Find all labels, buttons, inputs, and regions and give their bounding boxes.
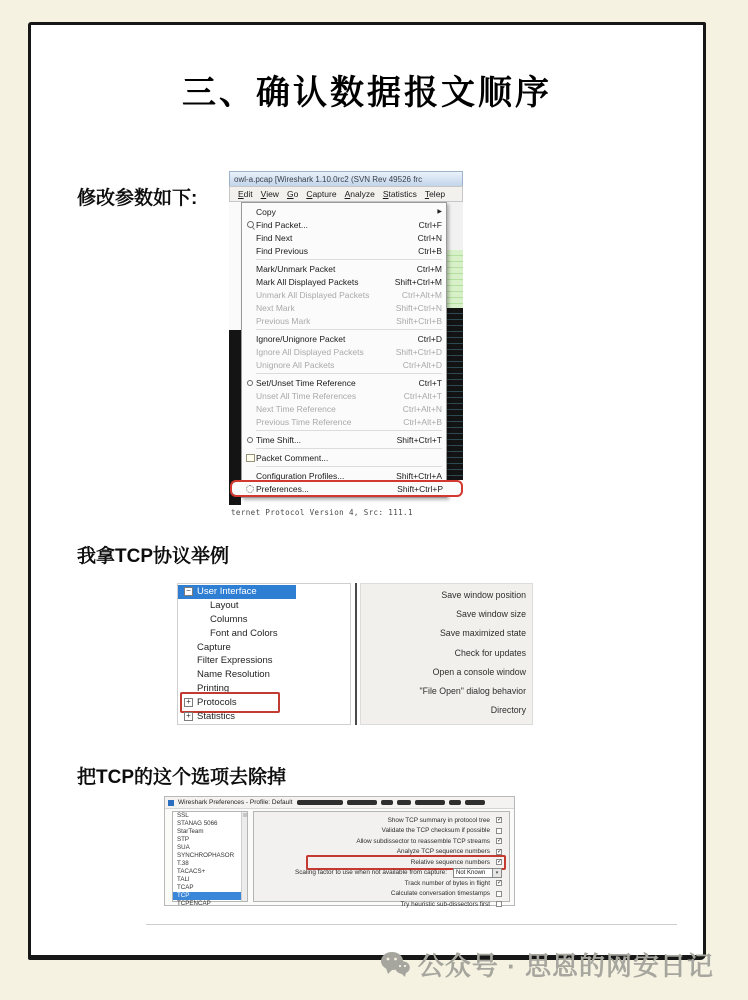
protocol-item-tcpencap[interactable]: TCPENCAP [177, 900, 211, 907]
protocol-item-stanag-5066[interactable]: STANAG 5066 [177, 820, 218, 827]
menu-item-shortcut: Shift+Ctrl+N [395, 302, 442, 313]
section-label-modify-params: 修改参数如下: [77, 188, 198, 209]
protocol-item-tcap[interactable]: TCAP [177, 884, 194, 891]
menu-item-find-packet[interactable] [242, 218, 446, 231]
protocol-list [172, 811, 248, 907]
submenu-arrow-icon: ▶ [437, 209, 442, 215]
redaction-blob [297, 800, 343, 805]
redaction-blob [449, 800, 461, 805]
protocol-item-stp[interactable]: STP [177, 836, 190, 843]
page-title: 三、确认数据报文顺序 [182, 74, 552, 112]
protocol-item-starteam[interactable]: StarTeam [177, 828, 204, 835]
checkbox[interactable]: ✓ [497, 838, 503, 845]
menu-item-shortcut: Shift+Ctrl+A [396, 470, 442, 481]
dialog-titlebar [165, 797, 514, 809]
tree-item-name-resolution[interactable] [178, 668, 350, 682]
article-card [28, 22, 706, 960]
pref-option-label-check-for-updates: Check for updates [454, 647, 526, 658]
find-icon [244, 221, 256, 228]
menu-item-label: Mark/Unmark Packet [256, 263, 336, 274]
menu-item-label: Find Next [256, 232, 293, 243]
menu-body [229, 202, 463, 519]
screenshot-preferences-user-interface [177, 583, 533, 725]
menu-item-shortcut: Ctrl+F [418, 219, 442, 230]
menu-item-label: Configuration Profiles... [256, 470, 345, 481]
clock-icon [244, 380, 256, 386]
tcp-option-try-heuristic-sub-dissectors-first [254, 899, 502, 910]
menu-item-next-mark[interactable] [242, 301, 446, 314]
protocol-item-sua[interactable]: SUA [177, 844, 190, 851]
edit-menu-dropdown [241, 202, 447, 498]
protocol-item-ssl[interactable]: SSL [177, 812, 189, 819]
checkbox[interactable] [496, 828, 502, 834]
tree-item-label: Name Resolution [197, 669, 270, 681]
menu-item-shortcut: Ctrl+B [418, 245, 442, 256]
checkbox[interactable]: ✓ [497, 859, 503, 866]
menu-item-shortcut: Shift+Ctrl+T [396, 434, 442, 445]
packet-list-left-edge [229, 202, 241, 519]
menu-item-time-shift[interactable] [242, 433, 446, 446]
expander-minus-icon[interactable]: − [184, 587, 193, 596]
menu-item-previous-mark[interactable] [242, 314, 446, 327]
menu-separator [256, 448, 442, 449]
menu-item-label: Copy [256, 206, 276, 217]
menu-item-next-time-reference[interactable] [242, 402, 446, 415]
packet-list-selected-rows [447, 308, 463, 480]
tcp-options-panel [253, 811, 510, 908]
menu-item-ignore-unignore-packet[interactable] [242, 332, 446, 345]
wechat-icon [380, 951, 410, 978]
menu-item-set-unset-time-reference[interactable] [242, 376, 446, 389]
menu-item-label: Unignore All Packets [256, 359, 335, 370]
packet-list-dark-rows [229, 330, 241, 505]
tcp-option-validate-the-tcp-checksum-if-possible [254, 826, 502, 837]
menu-item-label: Set/Unset Time Reference [256, 377, 356, 388]
tcp-option-label: Validate the TCP checksum if possible [381, 827, 490, 835]
packet-list-right-edge [447, 202, 463, 519]
menubar-item-capture[interactable]: Capture [306, 189, 337, 199]
dropdown-value: Not Known [456, 869, 486, 876]
tcp-option-label: Track number of bytes in flight [404, 879, 490, 887]
preferences-tree-panel [177, 583, 351, 725]
expander-plus-icon[interactable]: + [184, 698, 193, 707]
checkbox[interactable] [496, 901, 502, 907]
menu-item-label: Unset All Time References [256, 390, 357, 401]
window-titlebar: owl-a.pcap [Wireshark 1.10.0rc2 (SVN Rev 49526 frc [229, 171, 463, 186]
tree-item-label: Printing [197, 682, 230, 694]
menu-separator [256, 373, 442, 374]
comment-icon [244, 454, 256, 462]
packet-list-plain-rows [447, 202, 463, 250]
menu-item-previous-time-reference[interactable] [242, 415, 446, 428]
dialog-title: Wireshark Preferences - Profile: Default [178, 799, 293, 806]
menubar-item-analyze[interactable]: Analyze [344, 189, 375, 199]
tree-item-label: Columns [210, 613, 248, 625]
menu-item-label: Ignore All Displayed Packets [256, 346, 364, 357]
footer-watermark [380, 946, 714, 983]
tcp-option-label: Scaling factor to use when not available from capture: [294, 869, 447, 877]
tree-item-layout[interactable] [178, 599, 350, 613]
menu-separator [256, 329, 442, 330]
tree-item-label: Layout [210, 600, 239, 612]
menu-item-copy[interactable] [242, 205, 446, 218]
menu-item-shortcut: Shift+Ctrl+D [395, 346, 442, 357]
menu-item-label: Find Previous [256, 245, 308, 256]
tree-item-label: Statistics [197, 710, 236, 722]
tree-item-columns[interactable] [178, 613, 350, 627]
menu-item-label: Next Mark [256, 302, 295, 313]
menu-item-label: Ignore/Unignore Packet [256, 333, 346, 344]
protocol-item-t-38[interactable]: T.38 [177, 860, 189, 867]
checkbox[interactable]: ✓ [497, 880, 503, 887]
tree-item-label: Capture [197, 641, 231, 653]
footer-label: 公众号 · 思恩的网安日记 [417, 951, 714, 981]
tree-item-protocols[interactable] [178, 695, 350, 709]
menu-item-ignore-all-displayed-packets[interactable] [242, 345, 446, 358]
menu-item-label: Preferences... [256, 483, 309, 494]
clock-icon [244, 437, 256, 443]
tcp-option-allow-subdissector-to-reassemble-tcp-streams [254, 836, 502, 847]
menu-item-shortcut: Ctrl+N [417, 232, 442, 243]
menu-item-unmark-all-displayed-packets[interactable] [242, 288, 446, 301]
menubar-item-go[interactable]: Go [286, 189, 299, 199]
pref-option-label-open-a-console-window: Open a console window [432, 666, 526, 677]
tcp-option-analyze-tcp-sequence-numbers [254, 847, 502, 858]
screenshot-wireshark-edit-menu [229, 171, 463, 519]
menu-item-shortcut: Shift+Ctrl+M [394, 276, 442, 287]
menu-item-label: Find Packet... [256, 219, 308, 230]
tcp-option-relative-sequence-numbers [254, 857, 502, 868]
pref-option-label-save-maximized-state: Save maximized state [439, 628, 526, 639]
redaction-blob [347, 800, 377, 805]
menu-item-configuration-profiles[interactable] [242, 469, 446, 482]
dropdown-arrow-icon[interactable]: ▾ [492, 869, 501, 877]
protocol-item-tcp[interactable]: TCP [173, 892, 247, 900]
menubar-item-view[interactable]: View [260, 189, 279, 199]
menu-item-shortcut: Ctrl+Alt+B [403, 416, 442, 427]
section-label-remove-option: 把TCP的这个选项去除掉 [77, 767, 287, 788]
checkbox[interactable] [496, 891, 502, 897]
menu-item-packet-comment[interactable] [242, 451, 446, 464]
pref-option-label-save-window-size: Save window size [456, 609, 526, 620]
tree-item-label: Filter Expressions [197, 655, 273, 667]
menubar-item-telep[interactable]: Telep [424, 189, 446, 199]
packet-detail-partial-text: ternet Protocol Version 4, Src: 111.1 [231, 508, 413, 517]
tcp-option-label: Calculate conversation timestamps [390, 890, 490, 898]
menu-item-shortcut: Ctrl+T [418, 377, 442, 388]
tree-item-label: Font and Colors [210, 627, 278, 639]
pref-option-label-directory: Directory [490, 705, 526, 716]
menu-item-label: Next Time Reference [256, 403, 336, 414]
tree-item-label: User Interface [197, 586, 257, 598]
redaction-blob [397, 800, 411, 805]
tcp-option-label: Relative sequence numbers [410, 858, 490, 866]
tree-item-filter-expressions[interactable] [178, 654, 350, 668]
tcp-option-label: Show TCP summary in protocol tree [387, 816, 490, 824]
tree-item-capture[interactable] [178, 640, 350, 654]
packet-list-light-rows [229, 202, 241, 330]
menu-item-shortcut: Ctrl+D [417, 333, 442, 344]
menu-item-find-next[interactable] [242, 231, 446, 244]
scrollbar[interactable] [241, 812, 247, 901]
tree-item-font-and-colors[interactable] [178, 626, 350, 640]
tree-item-label: Protocols [197, 696, 237, 708]
tcp-option-label: Try heuristic sub-dissectors first [400, 900, 490, 908]
menu-separator [256, 466, 442, 467]
packet-list-green-rows [447, 250, 463, 308]
menu-item-label: Previous Time Reference [256, 416, 352, 427]
expander-plus-icon[interactable]: + [184, 712, 193, 721]
menu-item-label: Packet Comment... [256, 452, 329, 463]
menu-item-shortcut: Shift+Ctrl+P [397, 483, 443, 494]
menu-item-shortcut: Ctrl+Alt+N [402, 403, 442, 414]
menu-item-mark-all-displayed-packets[interactable] [242, 275, 446, 288]
menu-item-shortcut: Ctrl+Alt+M [401, 289, 442, 300]
menu-item-shortcut: Ctrl+Alt+D [402, 359, 442, 370]
scaling-factor-dropdown[interactable] [453, 868, 502, 878]
gear-icon [244, 485, 256, 493]
menubar-item-edit[interactable]: Edit [238, 189, 253, 199]
protocol-item-synchrophasor[interactable]: SYNCHROPHASOR [177, 852, 235, 859]
menu-item-preferences[interactable] [232, 482, 461, 495]
redaction-blob [415, 800, 445, 805]
menu-item-label: Mark All Displayed Packets [256, 276, 359, 287]
screenshot-preferences-tcp [164, 796, 515, 906]
protocol-item-tali[interactable]: TALI [177, 876, 190, 883]
menubar-item-statistics[interactable]: Statistics [382, 189, 417, 199]
panel-divider [355, 583, 357, 725]
menu-item-shortcut: Ctrl+M [416, 263, 442, 274]
tcp-option-show-tcp-summary-in-protocol-tree [254, 815, 502, 826]
pref-option-label-save-window-position: Save window position [441, 590, 526, 600]
redaction-blob [465, 800, 485, 805]
tcp-option-scaling-factor-to-use-when-not-available-from-capture [254, 868, 502, 879]
menu-item-find-previous[interactable] [242, 244, 446, 257]
tree-item-printing[interactable] [178, 682, 350, 696]
protocol-item-tacacs[interactable]: TACACS+ [177, 868, 206, 875]
menu-item-shortcut: Shift+Ctrl+B [396, 315, 442, 326]
menu-separator [256, 259, 442, 260]
checkbox[interactable]: ✓ [497, 817, 503, 824]
tcp-option-label: Analyze TCP sequence numbers [396, 848, 490, 856]
menu-item-label: Time Shift... [256, 434, 302, 445]
menu-item-unset-all-time-references[interactable] [242, 389, 446, 402]
tcp-option-label: Allow subdissector to reassemble TCP streams [356, 837, 490, 845]
menu-item-mark-unmark-packet[interactable] [242, 262, 446, 275]
redaction-blob [381, 800, 393, 805]
tcp-option-calculate-conversation-timestamps [254, 889, 502, 900]
menu-separator [256, 430, 442, 431]
menu-item-label: Unmark All Displayed Packets [256, 289, 370, 300]
tree-item-statistics[interactable] [178, 709, 350, 723]
checkbox[interactable]: ✓ [497, 848, 503, 855]
pref-option-label-file-open-dialog-behavior: "File Open" dialog behavior [419, 685, 526, 696]
menu-bar [229, 186, 463, 202]
menu-item-unignore-all-packets[interactable] [242, 358, 446, 371]
tree-item-user-interface[interactable] [178, 585, 350, 599]
section-label-tcp-example: 我拿TCP协议举例 [77, 546, 230, 567]
tcp-option-track-number-of-bytes-in-flight [254, 878, 502, 889]
preferences-options-panel [360, 583, 533, 725]
wireshark-app-icon [168, 800, 174, 806]
menu-item-label: Previous Mark [256, 315, 311, 326]
separator-line [146, 924, 677, 925]
menu-item-shortcut: Ctrl+Alt+T [403, 390, 442, 401]
